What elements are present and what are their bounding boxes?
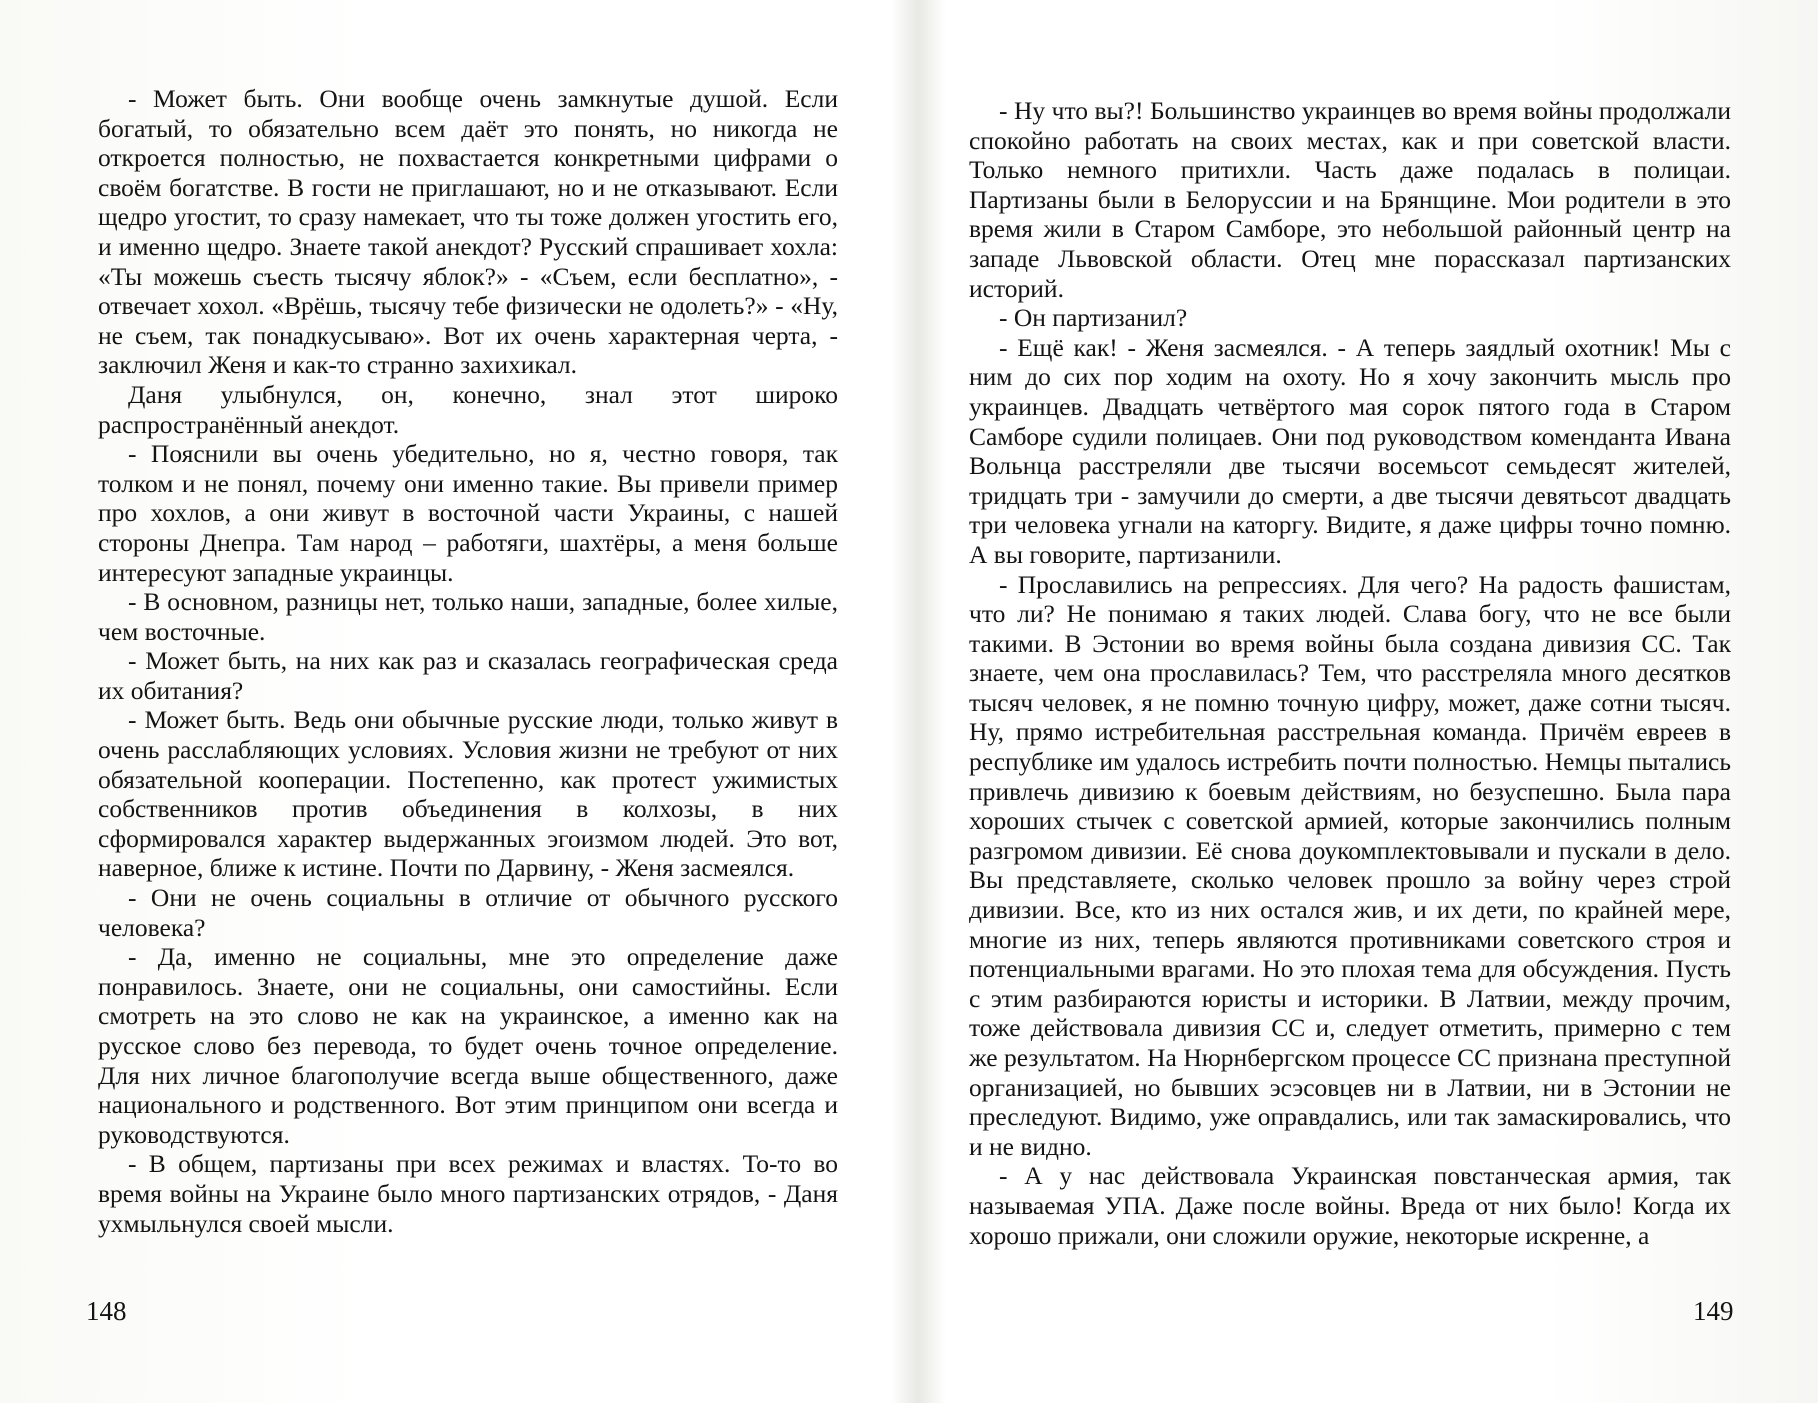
paragraph: - Прославились на репрессиях. Для чего? На радость фашистам, что ли? Не понимаю я таких людей. Слава богу, что не все были такими. В Эстонии во время войны была создана дивизия СС. Так знаете, чем она прославилась? Тем, что расстреляла много десятков тысяч человек, я не помню точную цифру, может, даже сотни тысяч. Ну, прямо истребительная расстрельная команда. Причём евреев в республике им удалось истребить почти полностью. Немцы пытались привлечь дивизию к боевым действиям, но безуспешно. Была пара хороших стычек с советской армией, которые закончились полным разгромом дивизии. Её снова доукомплектовывали и пускали в дело. Вы представляете, сколько человек прошло за войну через строй дивизии. Все, кто из них остался жив, и их дети, по крайней мере, многие из них, теперь являются противниками советского строя и потенциальными врагами. Но это плохая тема для обсуждения. Пусть с этим разбираются юристы и историки. В Латвии, между прочим, тоже действовала дивизия СС и, следует отметить, примерно с тем же результатом. На Нюрнбергском процессе СС признана преступной организацией, но бывших эсэсовцев ни в Латвии, ни в Эстонии не преследуют. Видимо, уже оправдались, или так замаскировались, что и не видно. [969,569,1731,1161]
left-page-text [98,84,838,1238]
paragraph: - Ну что вы?! Большинство украинцев во время войны продолжали спокойно работать на своих местах, как и при советской власти. Только немного притихли. Часть даже подалась в полицаи. Партизаны были в Белоруссии и на Брянщине. Мои родители в это время жили в Старом Самборе, это небольшой районный центр на западе Львовской области. Отец мне порассказал партизанских историй. [969,96,1731,303]
right-page [909,0,1818,1403]
paragraph: - Они не очень социальны в отличие от обычного русского человека? [98,883,838,942]
right-page-text [969,96,1731,1250]
paragraph: - Может быть. Ведь они обычные русские люди, только живут в очень расслабляющих условиях. Условия жизни не требуют от них обязательной кооперации. Постепенно, как протест ужимистых собственников против объединения в колхозы, в них сформировался характер выдержанных эгоизмом людей. Это вот, наверное, ближе к истине. Почти по Дарвину, - Женя засмеялся. [98,705,838,883]
paragraph: - Может быть, на них как раз и сказалась географическая среда их обитания? [98,646,838,705]
paragraph: - В основном, разницы нет, только наши, западные, более хилые, чем восточные. [98,587,838,646]
page-number: 148 [86,1296,127,1326]
paragraph: Даня улыбнулся, он, конечно, знал этот широко распространённый анекдот. [98,379,838,439]
paragraph: - Да, именно не социальны, мне это определение даже понравилось. Знаете, они не социальны, они самостийны. Если смотреть на это слово не как на украинское, а именно как на русское слово без перевода, то будет очень точное определение. Для них личное благополучие всегда выше общественного, даже национального и родственного. Вот этим принципом они всегда и руководствуются. [98,942,838,1149]
paragraph: - В общем, партизаны при всех режимах и властях. То-то во время войны на Украине было много партизанских отрядов, - Даня ухмыльнулся своей мысли. [98,1149,838,1238]
page-number: 149 [1693,1296,1734,1326]
paragraph: - Может быть. Они вообще очень замкнутые душой. Если богатый, то обязательно всем даёт это понять, но никогда не откроется полностью, не похвастается конкретными цифрами о своём богатстве. В гости не приглашают, но и не отказывают. Если щедро угостит, то сразу намекает, что ты тоже должен угостить его, и именно щедро. Знаете такой анекдот? Русский спрашивает хохла: «Ты можешь съесть тысячу яблок?» - «Съем, если бесплатно», - отвечает хохол. «Врёшь, тысячу тебе физически не одолеть?» - «Ну, не съем, так понадкусываю». Вот их очень характерная черта, - заключил Женя и как-то странно захихикал. [98,84,838,380]
paragraph: - Он партизанил? [999,303,1188,333]
paragraph: - Пояснили вы очень убедительно, но я, честно говоря, так толком и не понял, почему они именно такие. Вы привели пример про хохлов, а они живут в восточной части Украины, с нашей стороны Днепра. Там народ – работяги, шахтёры, а меня больше интересуют западные украинцы. [98,439,838,587]
paragraph: - А у нас действовала Украинская повстанческая армия, так называемая УПА. Даже после войны. Вреда от них было! Когда их хорошо прижали, они сложили оружие, некоторые искренне, а [969,1161,1731,1250]
paragraph: - Ещё как! - Женя засмеялся. - А теперь заядлый охотник! Мы с ним до сих пор ходим на охоту. Но я хочу закончить мысль про украинцев. Двадцать четвёртого мая сорок пятого года в Старом Самборе судили полицаев. Они под руководством коменданта Ивана Вольнца расстреляли две тысячи восемьсот семьдесят жителей, тридцать три - замучили до смерти, а две тысячи девятьсот двадцать три человека угнали на каторгу. Видите, я даже цифры точно помню. А вы говорите, партизанили. [969,332,1731,569]
